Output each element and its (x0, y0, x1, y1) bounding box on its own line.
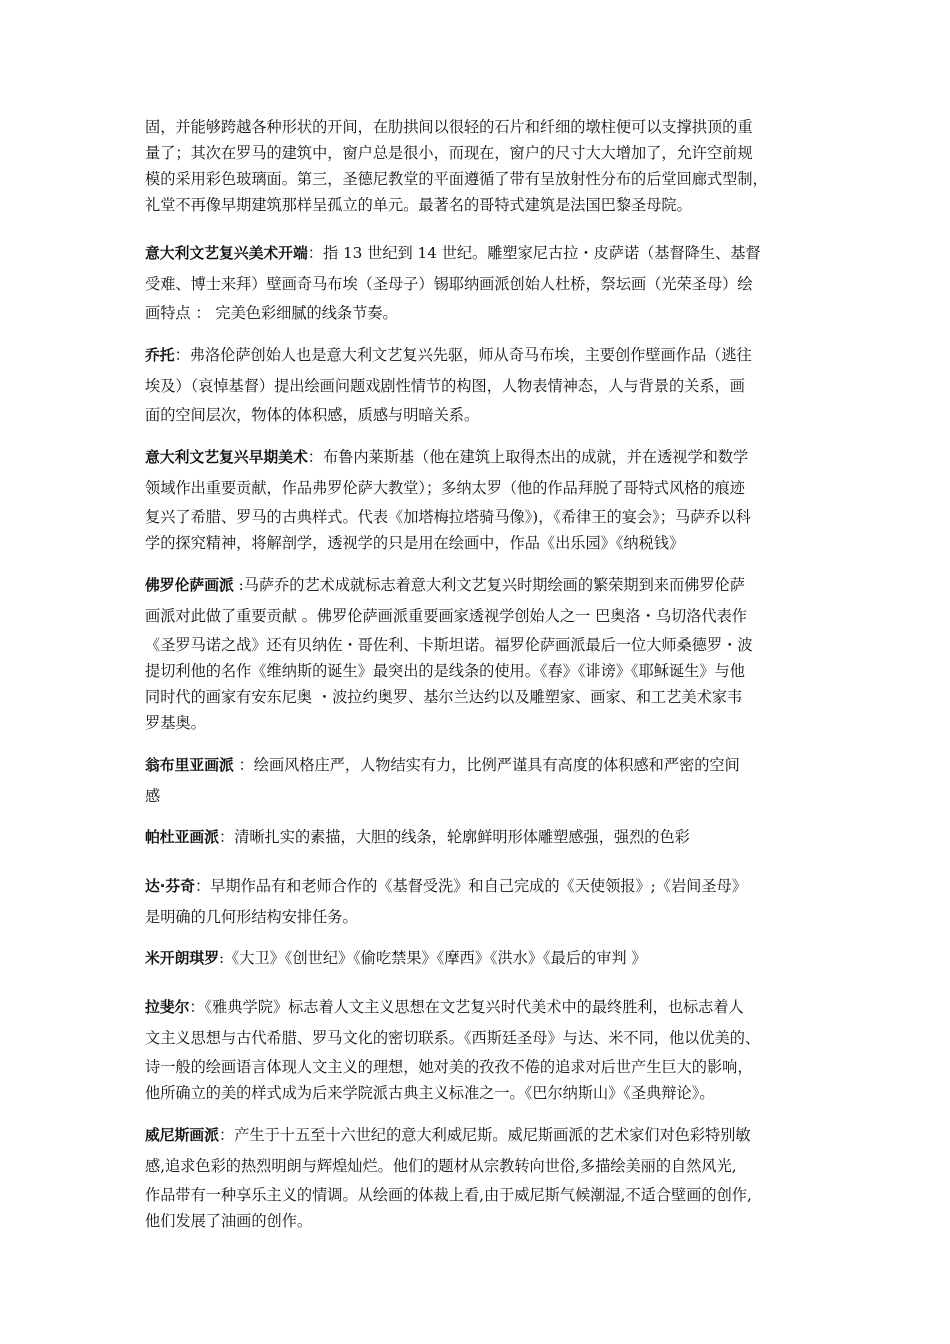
text-line: 他们发展了油画的创作。 (145, 1212, 313, 1230)
section-giotto (145, 340, 810, 428)
text-line: 罗基奥。 (145, 714, 206, 732)
section-term: 意大利文艺复兴美术开端 (145, 245, 308, 262)
section-renaissance-beginning (145, 238, 810, 326)
section-text: ：清晰扎实的素描，大胆的线条，轮廓鲜明形体雕塑感强，强烈的色彩 (219, 828, 690, 846)
text-line: 模的采用彩色玻璃面。第三，圣德尼教堂的平面遵循了带有呈放射性分布的后堂回廊式型制， (145, 170, 768, 188)
text-line: 感 (145, 787, 161, 805)
section-paduan-school (145, 824, 810, 851)
section-text: :《大卫》《创世纪》《偷吃禁果》《摩西》《洪水》《最后的审判 》 (219, 949, 647, 967)
section-venetian-school (145, 1120, 810, 1234)
section-term: 达·芬奇 (145, 878, 196, 895)
section-da-vinci (145, 871, 810, 933)
text-line: 提切利他的名作《维纳斯的诞生》最突出的是线条的使用。《春》《诽谤》《耶稣诞生》与他 (145, 662, 745, 680)
text-line: 画特点 ： 完美色彩细腻的线条节奏。 (145, 304, 398, 322)
intro-paragraph (145, 114, 810, 218)
section-term: 佛罗伦萨画派 (145, 577, 234, 594)
section-michelangelo (145, 945, 810, 972)
text-line: 同时代的画家有安东尼奥 ・波拉约奥罗、基尔兰达约以及雕塑家、画家、和工艺美术家韦 (145, 688, 743, 706)
text-line: 固，并能够跨越各种形状的开间，在肋拱间以很轻的石片和纤细的墩柱便可以支撑拱顶的重 (145, 118, 753, 136)
text-line: 礼堂不再像早期建筑那样呈孤立的单元。最著名的哥特式建筑是法国巴黎圣母院。 (145, 196, 692, 214)
text-line: 复兴了希腊、罗马的古典样式。代表《加塔梅拉塔骑马像》)，《希律王的宴会》；马萨乔以科 (145, 508, 751, 526)
section-term: 乔托 (145, 347, 175, 364)
text-line: 作品带有一种享乐主义的情调。从绘画的体裁上看,由于威尼斯气候潮湿,不适合壁画的创作, (145, 1186, 752, 1204)
section-term: 拉斐尔 (145, 999, 190, 1016)
section-text: ：产生于十五至十六世纪的意大利威尼斯。威尼斯画派的艺术家们对色彩特别敏 (219, 1126, 751, 1144)
text-line: 受难、博士来拜）壁画奇马布埃（圣母子）锡耶纳画派创始人杜桥，祭坛画（光荣圣母）绘 (145, 275, 753, 293)
text-line: 是明确的几何形结构安排任务。 (145, 908, 358, 926)
text-line: 诗一般的绘画语言体现人文主义的理想，她对美的孜孜不倦的追求对后世产生巨大的影响， (145, 1058, 753, 1076)
section-text: ：绘画风格庄严，人物结实有力，比例严谨具有高度的体积感和严密的空间 (233, 756, 740, 774)
section-term: 翁布里亚画派 (145, 757, 234, 774)
text-line: 文主义思想与古代希腊、罗马文化的密切联系。《西斯廷圣母》与达、米不同，他以优美的、 (145, 1029, 761, 1047)
section-umbrian-school (145, 750, 810, 812)
section-raphael (145, 992, 810, 1106)
section-text: ：弗洛伦萨创始人也是意大利文艺复兴先驱，师从奇马布埃，主要创作壁画作品（逃往 (174, 346, 752, 364)
text-line: 感,追求色彩的热烈明朗与辉煌灿烂。他们的题材从宗教转向世俗,多描绘美丽的自然风光, (145, 1157, 737, 1175)
section-text: ：《雅典学院》标志着人文主义思想在文艺复兴时代美术中的最终胜利，也标志着人 (189, 998, 744, 1016)
text-line: 面的空间层次，物体的体积感，质感与明暗关系。 (145, 406, 480, 424)
text-line: 学的探究精神，将解剖学，透视学的只是用在绘画中，作品《出乐园》《纳税钱》 (145, 534, 685, 552)
text-line: 《圣罗马诺之战》还有贝纳佐・哥佐利、卡斯坦诺。福罗伦萨画派最后一位大师桑德罗・波 (145, 636, 753, 654)
text-line: 他所确立的美的样式成为后来学院派古典主义标准之一。《巴尔纳斯山》《圣典辩论》。 (145, 1084, 715, 1102)
section-text: ：早期作品有和老师合作的《基督受洗》和自己完成的《天使领报》;《岩间圣母》 (195, 877, 747, 895)
text-line: 领域作出重要贡献，作品弗罗伦萨大教堂）；多纳太罗（他的作品拜脱了哥特式风格的痕迹 (145, 479, 745, 497)
section-text: ：指 13 世纪到 14 世纪。雕塑家尼古拉・皮萨诺（基督降生、基督 (307, 244, 761, 262)
section-text: :马萨乔的艺术成就标志着意大利文艺复兴时期绘画的繁荣期到来而佛罗伦萨 (233, 576, 745, 594)
section-term: 帕杜亚画派 (145, 829, 219, 846)
text-line: 埃及）（哀悼基督）提出绘画问题戏剧性情节的构图，人物表情神态，人与背景的关系，画 (145, 377, 745, 395)
section-term: 米开朗琪罗 (145, 950, 219, 967)
section-term: 威尼斯画派 (145, 1127, 219, 1144)
document-page (145, 114, 810, 1234)
section-florentine-school (145, 570, 810, 736)
section-early-renaissance (145, 442, 810, 556)
section-text: ：布鲁内莱斯基（他在建筑上取得杰出的成就，并在透视学和数学 (307, 448, 749, 466)
text-line: 量了；其次在罗马的建筑中，窗户总是很小，而现在，窗户的尺寸大大增加了，允许空前规 (145, 144, 753, 162)
section-term: 意大利文艺复兴早期美术 (145, 449, 308, 466)
text-line: 画派对此做了重要贡献 。佛罗伦萨画派重要画家透视学创始人之一 巴奥洛・乌切洛代表作 (145, 607, 747, 625)
